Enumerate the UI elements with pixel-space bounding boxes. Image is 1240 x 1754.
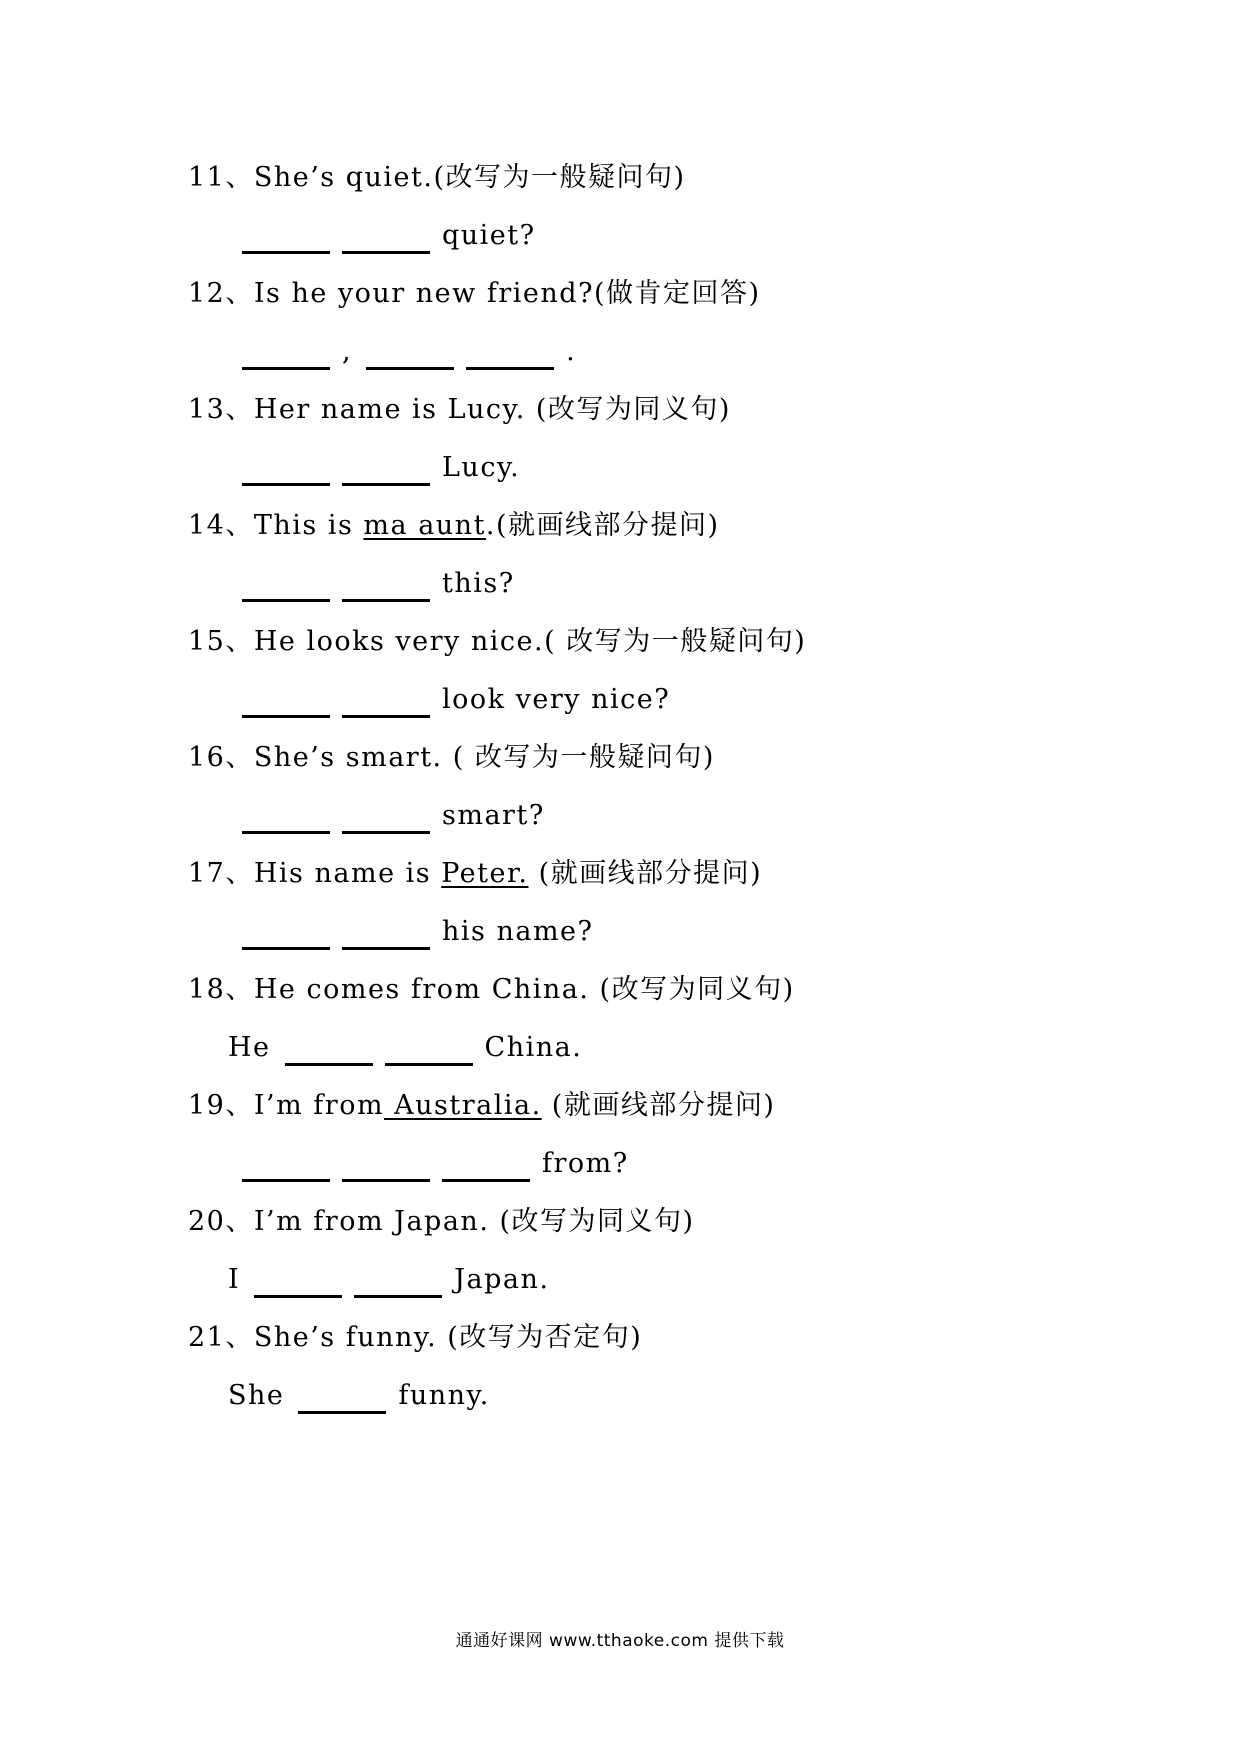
question-prompt: 13、Her name is Lucy. (改写为同义句) xyxy=(188,394,731,425)
question-text xyxy=(188,856,762,892)
question-text xyxy=(188,1320,642,1356)
answer-line xyxy=(228,914,594,950)
answer-lead-word: He xyxy=(228,1032,271,1063)
question-text xyxy=(188,1204,695,1240)
answer-tail-text: . xyxy=(566,336,577,367)
answer-blank[interactable] xyxy=(466,339,554,370)
answer-line xyxy=(228,798,545,834)
footer-credit: 通通好课网 www.tthaoke.com 提供下载 xyxy=(455,1631,785,1651)
answer-blank[interactable] xyxy=(385,1035,473,1066)
answer-blank[interactable] xyxy=(285,1035,373,1066)
answer-blank[interactable] xyxy=(342,455,430,486)
question-instruction: (就画线部分提问) xyxy=(528,858,763,889)
answer-blank[interactable] xyxy=(242,223,330,254)
answer-tail-text: Lucy. xyxy=(442,452,521,483)
answer-tail-text: from? xyxy=(542,1148,629,1179)
question-prompt: 12、Is he your new friend?(做肯定回答) xyxy=(188,278,761,309)
question-prompt: 21、She’s funny. (改写为否定句) xyxy=(188,1322,643,1353)
answer-blank[interactable] xyxy=(242,687,330,718)
answer-tail-text: his name? xyxy=(442,916,594,947)
question-instruction: .(就画线部分提问) xyxy=(485,510,720,541)
answer-blank[interactable] xyxy=(354,1267,442,1298)
answer-blank[interactable] xyxy=(242,919,330,950)
answer-tail-text: Japan. xyxy=(454,1264,550,1295)
underlined-phrase: Australia. xyxy=(384,1090,542,1121)
answer-line xyxy=(228,682,670,718)
question-text xyxy=(188,160,686,196)
answer-line xyxy=(228,566,515,602)
answer-tail-text: funny. xyxy=(398,1380,490,1411)
answer-blank[interactable] xyxy=(366,339,454,370)
question-text xyxy=(188,740,715,776)
answer-blank[interactable] xyxy=(342,919,430,950)
answer-line xyxy=(228,334,576,370)
question-prompt: 18、He comes from China. (改写为同义句) xyxy=(188,974,795,1005)
question-text xyxy=(188,508,720,544)
underlined-phrase: ma aunt xyxy=(363,510,486,541)
question-text xyxy=(188,392,731,428)
answer-tail-text: China. xyxy=(484,1032,583,1063)
answer-blank[interactable] xyxy=(342,571,430,602)
question-prompt: 17、His name is xyxy=(188,858,442,889)
answer-blank[interactable] xyxy=(242,339,330,370)
answer-blank[interactable] xyxy=(242,803,330,834)
answer-line xyxy=(228,1262,549,1298)
question-instruction: (就画线部分提问) xyxy=(541,1090,776,1121)
answer-tail-text: look very nice? xyxy=(442,684,671,715)
question-text xyxy=(188,1088,775,1124)
answer-separator: , xyxy=(342,336,353,367)
answer-blank[interactable] xyxy=(342,223,430,254)
answer-line xyxy=(228,1146,629,1182)
question-text xyxy=(188,624,806,660)
question-text xyxy=(188,972,795,1008)
question-prompt: 16、She’s smart. ( 改写为一般疑问句) xyxy=(188,742,715,773)
answer-tail-text: this? xyxy=(442,568,515,599)
answer-blank[interactable] xyxy=(342,687,430,718)
question-prompt: 15、He looks very nice.( 改写为一般疑问句) xyxy=(188,626,807,657)
answer-blank[interactable] xyxy=(254,1267,342,1298)
answer-lead-word: She xyxy=(228,1380,285,1411)
answer-blank[interactable] xyxy=(342,803,430,834)
question-text xyxy=(188,276,761,312)
answer-line xyxy=(228,218,536,254)
question-prompt: 20、I’m from Japan. (改写为同义句) xyxy=(188,1206,695,1237)
question-prompt: 11、She’s quiet.(改写为一般疑问句) xyxy=(188,162,686,193)
question-prompt: 14、This is xyxy=(188,510,364,541)
answer-blank[interactable] xyxy=(442,1151,530,1182)
answer-line xyxy=(228,1030,582,1066)
answer-blank[interactable] xyxy=(298,1383,386,1414)
answer-lead-word: I xyxy=(228,1264,241,1295)
answer-line xyxy=(228,1378,490,1414)
answer-line xyxy=(228,450,520,486)
answer-blank[interactable] xyxy=(342,1151,430,1182)
answer-blank[interactable] xyxy=(242,1151,330,1182)
underlined-phrase: Peter. xyxy=(441,858,529,889)
answer-blank[interactable] xyxy=(242,571,330,602)
question-prompt: 19、I’m from xyxy=(188,1090,385,1121)
answer-tail-text: quiet? xyxy=(442,220,536,251)
answer-blank[interactable] xyxy=(242,455,330,486)
answer-tail-text: smart? xyxy=(442,800,545,831)
